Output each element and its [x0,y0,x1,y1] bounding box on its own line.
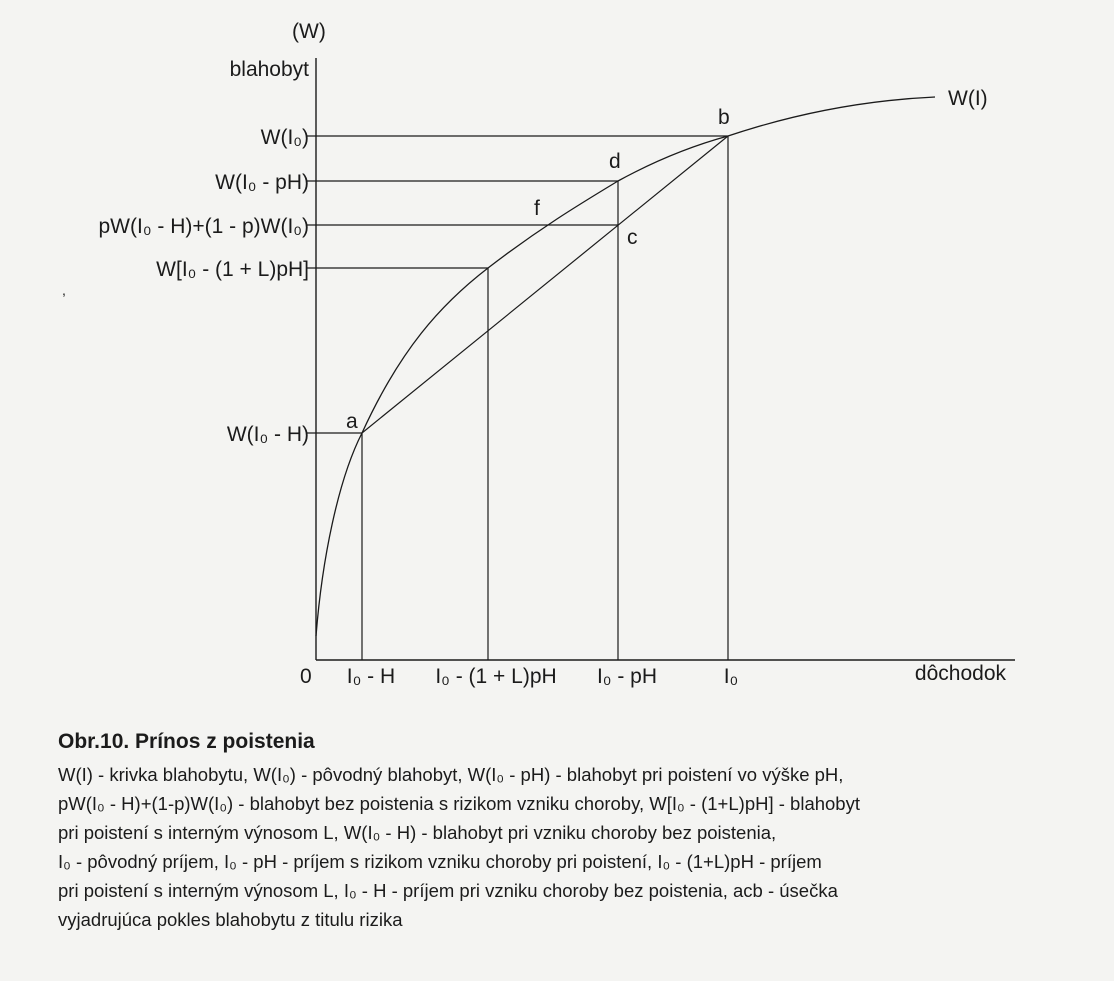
y-tick-w-loaded: W[I₀ - (1 + L)pH] [156,258,309,281]
caption-line: W(I) - krivka blahobytu, W(I₀) - pôvodný blahobyt, W(I₀ - pH) - blahobyt pri poistení vo výške pH, [58,764,844,785]
caption-line: pW(I₀ - H)+(1-p)W(I₀) - blahobyt bez poistenia s rizikom vzniku choroby, W[I₀ - (1+L)pH] - blahobyt [58,793,860,814]
x-origin-label: 0 [300,665,312,688]
point-label-b: b [718,106,730,129]
x-tick-i0-ph: I₀ - pH [596,665,658,688]
point-label-c: c [627,226,638,249]
caption-line: I₀ - pôvodný príjem, I₀ - pH - príjem s rizikom vzniku choroby pri poistení, I₀ - (1+L)pH - príjem [58,851,822,872]
y-tick-w-i0-h: W(I₀ - H) [226,423,309,446]
figure-caption [58,730,1058,934]
x-axis-label: dôchodok [914,662,1006,685]
point-label-d: d [609,150,621,173]
x-tick-i0-h: I₀ - H [346,665,396,688]
stray-mark: , [62,282,66,298]
caption-title: Obr.10. Prínos z poistenia [58,730,315,753]
y-tick-expected-welfare: pW(I₀ - H)+(1 - p)W(I₀) [98,215,309,238]
caption-line: vyjadrujúca pokles blahobytu z titulu rizika [58,909,403,930]
caption-line: pri poistení s interným výnosom L, I₀ - H - príjem pri vzniku choroby bez poistenia, acb - úsečka [58,880,838,901]
point-label-a: a [346,410,358,433]
curve-label: W(I) [948,87,988,110]
x-tick-i0: I₀ [723,665,739,688]
y-axis-label: blahobyt [229,58,309,81]
point-label-f: f [534,197,540,220]
y-tick-w-i0-ph: W(I₀ - pH) [215,171,309,194]
y-tick-w-i0: W(I₀) [260,126,309,149]
y-axis-unit: (W) [292,20,326,43]
welfare-curve [316,97,935,636]
caption-line: pri poistení s interným výnosom L, W(I₀ - H) - blahobyt pri vzniku choroby bez poistenia, [58,822,777,843]
x-tick-loaded: I₀ - (1 + L)pH [435,665,557,688]
